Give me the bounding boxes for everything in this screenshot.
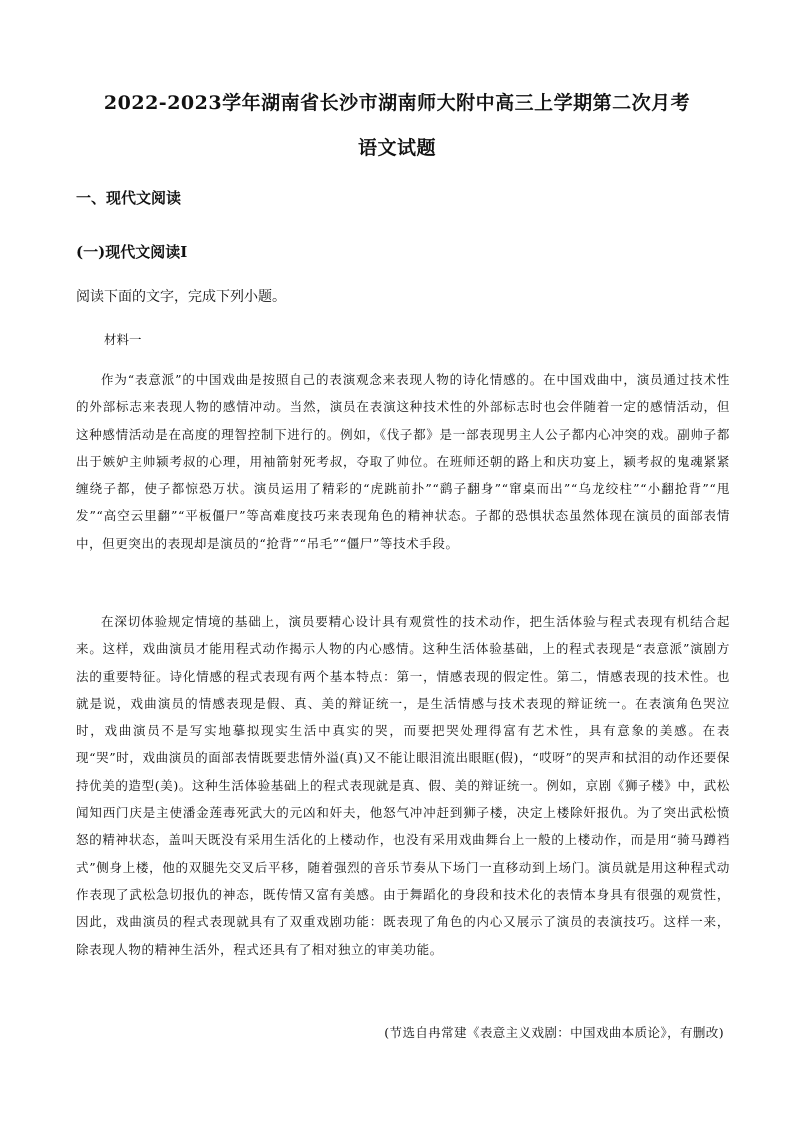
reading-instruction: 阅读下面的文字，完成下列小题。 [76, 289, 286, 305]
exam-subtitle: 语文试题 [357, 137, 436, 159]
section-heading: 一、现代文阅读 [76, 189, 182, 207]
exam-title: 2022-2023学年湖南省长沙市湖南师大附中高三上学期第二次月考 [103, 92, 691, 114]
source-citation: (节选自冉常建《表意主义戏剧：中国戏曲本质论》，有删改) [384, 1025, 724, 1040]
material-label: 材料一 [104, 332, 142, 347]
passage-paragraph: 作为“表意派”的中国戏曲是按照自己的表演观念来表现人物的诗化情感的。在中国戏曲中，演员通过技术性的外部标志来表现人物的感情冲动。当然，演员在表演这种技术性的外部标志时也会伴随着一定的感情活动，但这种感情活动是在高度的理智控制下进行的。例如，《伐子都》是一部表现男主人公子都内心冲突的戏。副帅子都出于嫉妒主帅颍考叔的心理，用袖箭射死考叔，夺取了帅位。在班师还朝的路上和庆功宴上，颍考叔的鬼魂紧紧缠绕子都，使子都惊恐万状。演员运用了精彩的“虎跳前扑”“鹞子翻身”“窜桌而出”“乌龙绞柱”“小翻抢背”“甩发”“高空云里翻”“平板僵尸”等高难度技巧来表现角色的精神状态。子都的恐惧状态虽然体现在演员的面部表情中，但更突出的表现却是演员的“抢背”“吊毛”“僵尸”等技术手段。 [76, 372, 730, 551]
subsection-heading: (一)现代文阅读Ⅰ [76, 243, 188, 261]
passage-paragraph: 在深切体验规定情境的基础上，演员要精心设计具有观赏性的技术动作，把生活体验与程式表现有机结合起来。这样，戏曲演员才能用程式动作揭示人物的内心感情。这种生活体验基础，上的程式表现是“表意派”演剧方法的重要特征。诗化情感的程式表现有两个基本特点：第一，情感表现的假定性。第二，情感表现的技术性。也就是说，戏曲演员的情感表现是假、真、美的辩证统一，是生活情感与技术表现的辩证统一。在表演角色哭泣时，戏曲演员不是写实地摹拟现实生活中真实的哭，而要把哭处理得富有艺术性，具有意象的美感。在表现“哭”时，戏曲演员的面部表情既要悲情外溢(真)又不能让眼泪流出眼眶(假)，“哎呀”的哭声和拭泪的动作还要保持优美的造型(美)。这种生活体验基础上的程式表现就是真、假、美的辩证统一。例如，京剧《狮子楼》中，武松闻知西门庆是主使潘金莲毒死武大的元凶和奸夫，他怒气冲冲赶到狮子楼，决定上楼除奸报仇。为了突出武松愤怒的精神状态，盖叫天既没有采用生活化的上楼动作，也没有采用戏曲舞台上一般的上楼动作，而是用“骑马蹲裆式”侧身上楼，他的双腿先交叉后平移，随着强烈的音乐节奏从下场门一直移动到上场门。演员就是用这种程式动作表现了武松急切报仇的神态，既传情又富有美感。由于舞蹈化的身段和技术化的表情本身具有很强的观赏性，因此，戏曲演员的程式表现就具有了双重戏剧功能：既表现了角色的内心又展示了演员的表演技巧。这样一来，除表现人物的精神生活外，程式还具有了相对独立的审美功能。 [76, 614, 730, 957]
